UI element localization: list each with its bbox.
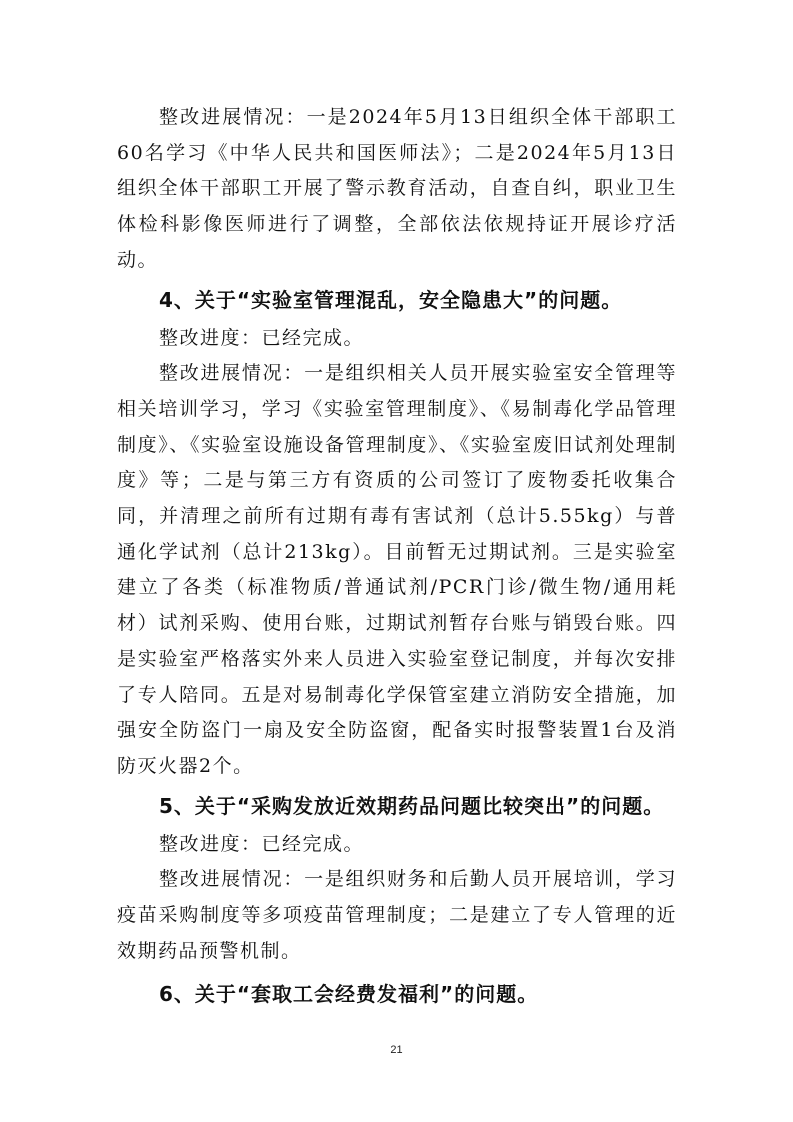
page-number: 21 (390, 1044, 403, 1056)
section-heading-6: 6、关于“套取工会经费发福利”的问题。 (159, 982, 539, 1007)
progress-status-4: 整改进度：已经完成。 (159, 326, 365, 349)
section-heading-4: 4、关于“实验室管理混乱，安全隐患大”的问题。 (159, 287, 623, 312)
section-heading-5: 5、关于“采购发放近效期药品问题比较突出”的问题。 (159, 793, 665, 818)
progress-status-5: 整改进度：已经完成。 (159, 832, 365, 855)
paragraph-rectification-progress-3: 整改进展情况：一是2024年5月13日组织全体干部职工60名学习《中华人民共和国医师法》；二是2024年5月13日组织全体干部职工开展了警示教育活动，自查自纠，职业卫生体检科影像医师进行了调整，全部依法依规持证开展诊疗活动。 (117, 106, 677, 271)
document-body (117, 100, 677, 1015)
paragraph-rectification-progress-4: 整改进展情况：一是组织相关人员开展实验室安全管理等相关培训学习，学习《实验室管理制度》、《易制毒化学品管理制度》、《实验室设施设备管理制度》、《实验室废旧试剂处理制度》等；二是与第三方有资质的公司签订了废物委托收集合同，并清理之前所有过期有毒有害试剂（总计5.55kg）与普通化学试剂（总计213kg）。目前暂无过期试剂。三是实验室建立了各类（标准物质/普通试剂/PCR门诊/微生物/通用耗材）试剂采购、使用台账，过期试剂暂存台账与销毁台账。四是实验室严格落实外来人员进入实验室登记制度，并每次安排了专人陪同。五是对易制毒化学保管室建立消防安全措施，加强安全防盗门一扇及安全防盗窗，配备实时报警装置1台及消防灭火器2个。 (117, 362, 677, 777)
paragraph-rectification-progress-5: 整改进展情况：一是组织财务和后勤人员开展培训，学习疫苗采购制度等多项疫苗管理制度；二是建立了专人管理的近效期药品预警机制。 (117, 868, 677, 962)
